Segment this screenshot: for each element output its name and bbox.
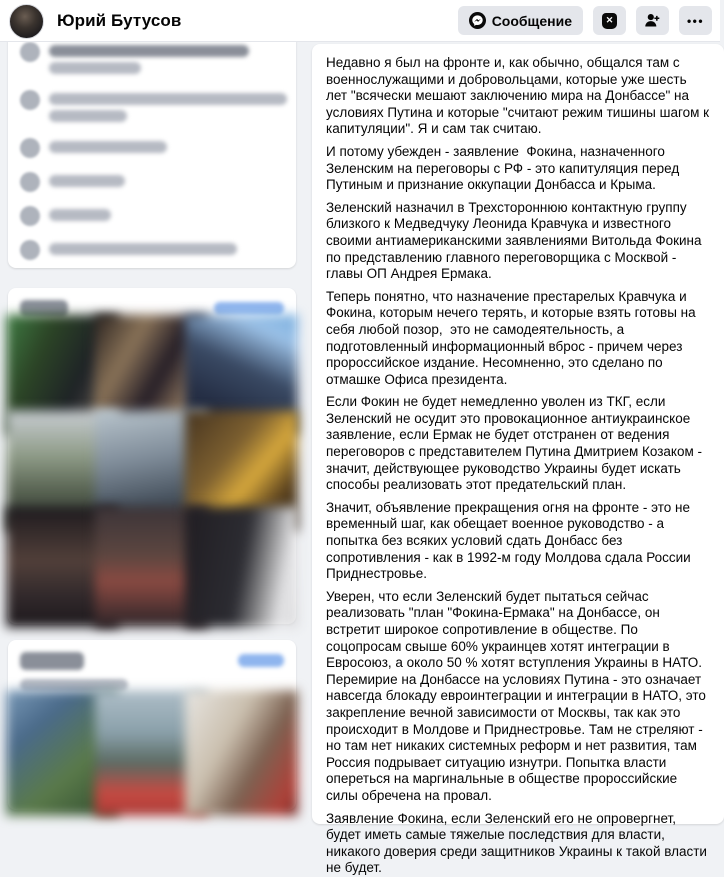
message-button[interactable]: [458, 6, 583, 35]
more-options-button[interactable]: [679, 6, 712, 35]
friend-thumbnail[interactable]: [199, 705, 284, 801]
message-button-label: Сообщение: [491, 12, 572, 29]
blurred-text-line: [49, 45, 249, 57]
post-paragraph: Теперь понятно, что назначение престарелых Кравчука и Фокина, которым нечего терять, и которые взять готовы на себя любой позор, это не самодеятельность, а подготовленный информационный вброс - причем через пророссийское издание. Несомненно, это сделано по отмашке Офиса президента.: [326, 288, 700, 387]
intro-detail-icon: [20, 42, 40, 62]
post-paragraph: Заявление Фокина, если Зеленский его не опровергнет, будет иметь самые тяжелые последствия для власти, никакого доверия среди защитников Украины к такой власти не будет.: [326, 810, 711, 876]
blurred-text-line: [49, 175, 125, 187]
see-all-photos-link-blurred[interactable]: [214, 302, 284, 315]
blurred-text-line: [49, 141, 167, 153]
profile-avatar[interactable]: [9, 4, 44, 39]
intro-detail-icon: [20, 138, 40, 158]
photo-thumbnail[interactable]: [109, 521, 194, 613]
friends-card: [8, 640, 296, 810]
post-paragraph: И потому убежден - заявление Фокина, назначенного Зеленским на переговоры с РФ - это капитуляция перед Путиным и признание оккупации Донбасса и Крыма.: [326, 143, 684, 193]
photo-thumbnail[interactable]: [199, 521, 284, 613]
post-paragraph: Значит, объявление прекращения огня на фронте - это не временный шаг, как обещает военное руководство - а попытка без всяких условий сдать Донбасс без сопротивления - как в 1992-м году Молдова сдала России Приднестровье.: [326, 499, 695, 582]
photo-image: [185, 507, 299, 628]
photo-thumbnail[interactable]: [20, 521, 105, 613]
post-paragraph: Зеленский назначил в Трехстороннюю контактную группу близкого к Медведчуку Леонида Кравчука и известного своими антиамериканскими заявлениями Витольда Фокина по представлению главного переговорщика с Москвой - главы ОП Андрея Ермака.: [326, 199, 706, 282]
photo-thumbnail[interactable]: [199, 329, 284, 421]
blurred-text-line: [49, 93, 287, 105]
profile-header: [0, 0, 720, 42]
friend-thumbnail[interactable]: [20, 705, 105, 801]
notifications-off-x-glyph: ✕: [605, 15, 614, 25]
post-paragraph: Если Фокин не будет немедленно уволен из ТКГ, если Зеленский не осудит это провокационное антиукраинское заявление, если Ермак не будет отстранен от ведения переговоров с представителем Путина Дмитрием Козаком - значит, действующее руководство Украины будет искать способы реализовать этот предательский план.: [326, 394, 706, 493]
profile-name: Юрий Бутусов: [57, 10, 182, 30]
intro-row: [20, 240, 237, 260]
intro-detail-icon: [20, 206, 40, 226]
blurred-text-line: [49, 209, 111, 221]
post-paragraph: Недавно я был на фронте и, как обычно, общался там с военнослужащими и добровольцами, которые уже шесть лет "всячески мешают заключению мира на Донбассе" на условиях Путина и которые "считают режим тишины шагом к капитуляции". Я и сам так считаю.: [326, 55, 713, 137]
photo-thumbnail[interactable]: [109, 425, 194, 517]
blurred-text-line: [49, 110, 127, 122]
friend-thumbnail[interactable]: [109, 705, 194, 801]
photo-thumbnail[interactable]: [199, 425, 284, 517]
messenger-icon: [469, 12, 486, 29]
intro-detail-icon: [20, 90, 40, 110]
notifications-off-button[interactable]: [593, 6, 626, 35]
friends-count-blurred: [20, 679, 128, 691]
intro-row: [20, 206, 111, 226]
add-friend-icon: [644, 12, 661, 29]
intro-row: [20, 138, 167, 158]
photo-thumbnail[interactable]: [20, 329, 105, 421]
photo-thumbnail[interactable]: [20, 425, 105, 517]
blurred-text-line: [49, 62, 141, 74]
post-paragraph: Уверен, что если Зеленский будет пытаться сейчас реализовать "план "Фокина-Ермака" на Донбассе, он встретит широкое сопротивление в обществе. По соцопросам свыше 60% украинцев хотят интеграции в Евросоюз, а около 50 % хотят вступления Украины в НАТО. Перемирие на Донбассе на условиях Путина - это означает навсегда блокаду евроинтеграции и интеграции в НАТО, это закрепление вечной зависимости от Москвы, так как это происходит в Молдове и Приднестровье. Там не стреляют - но там нет никаких системных реформ и нет развития, там Россия подрывает ситуацию изнутри. Попытка власти опереться на маргинальные в обществе пророссийские силы обречена на провал.: [326, 588, 710, 803]
intro-card: [8, 40, 296, 268]
intro-row: [20, 172, 125, 192]
intro-detail-icon: [20, 172, 40, 192]
friend-photo: [185, 690, 299, 815]
notifications-off-icon: [602, 13, 617, 29]
post-card: [312, 44, 724, 876]
see-all-friends-link-blurred[interactable]: [238, 654, 284, 667]
intro-row: [20, 90, 287, 122]
photos-card: [8, 288, 296, 624]
intro-row: [20, 42, 249, 74]
intro-detail-icon: [20, 240, 40, 260]
header-buttons: [458, 6, 712, 35]
photos-grid: [20, 329, 284, 613]
friends-grid: [20, 705, 284, 801]
photo-thumbnail[interactable]: [109, 329, 194, 421]
more-icon: •••: [686, 13, 705, 28]
blurred-text-line: [49, 243, 237, 255]
add-friend-button[interactable]: [636, 6, 669, 35]
friends-card-title-blurred: [20, 652, 84, 670]
